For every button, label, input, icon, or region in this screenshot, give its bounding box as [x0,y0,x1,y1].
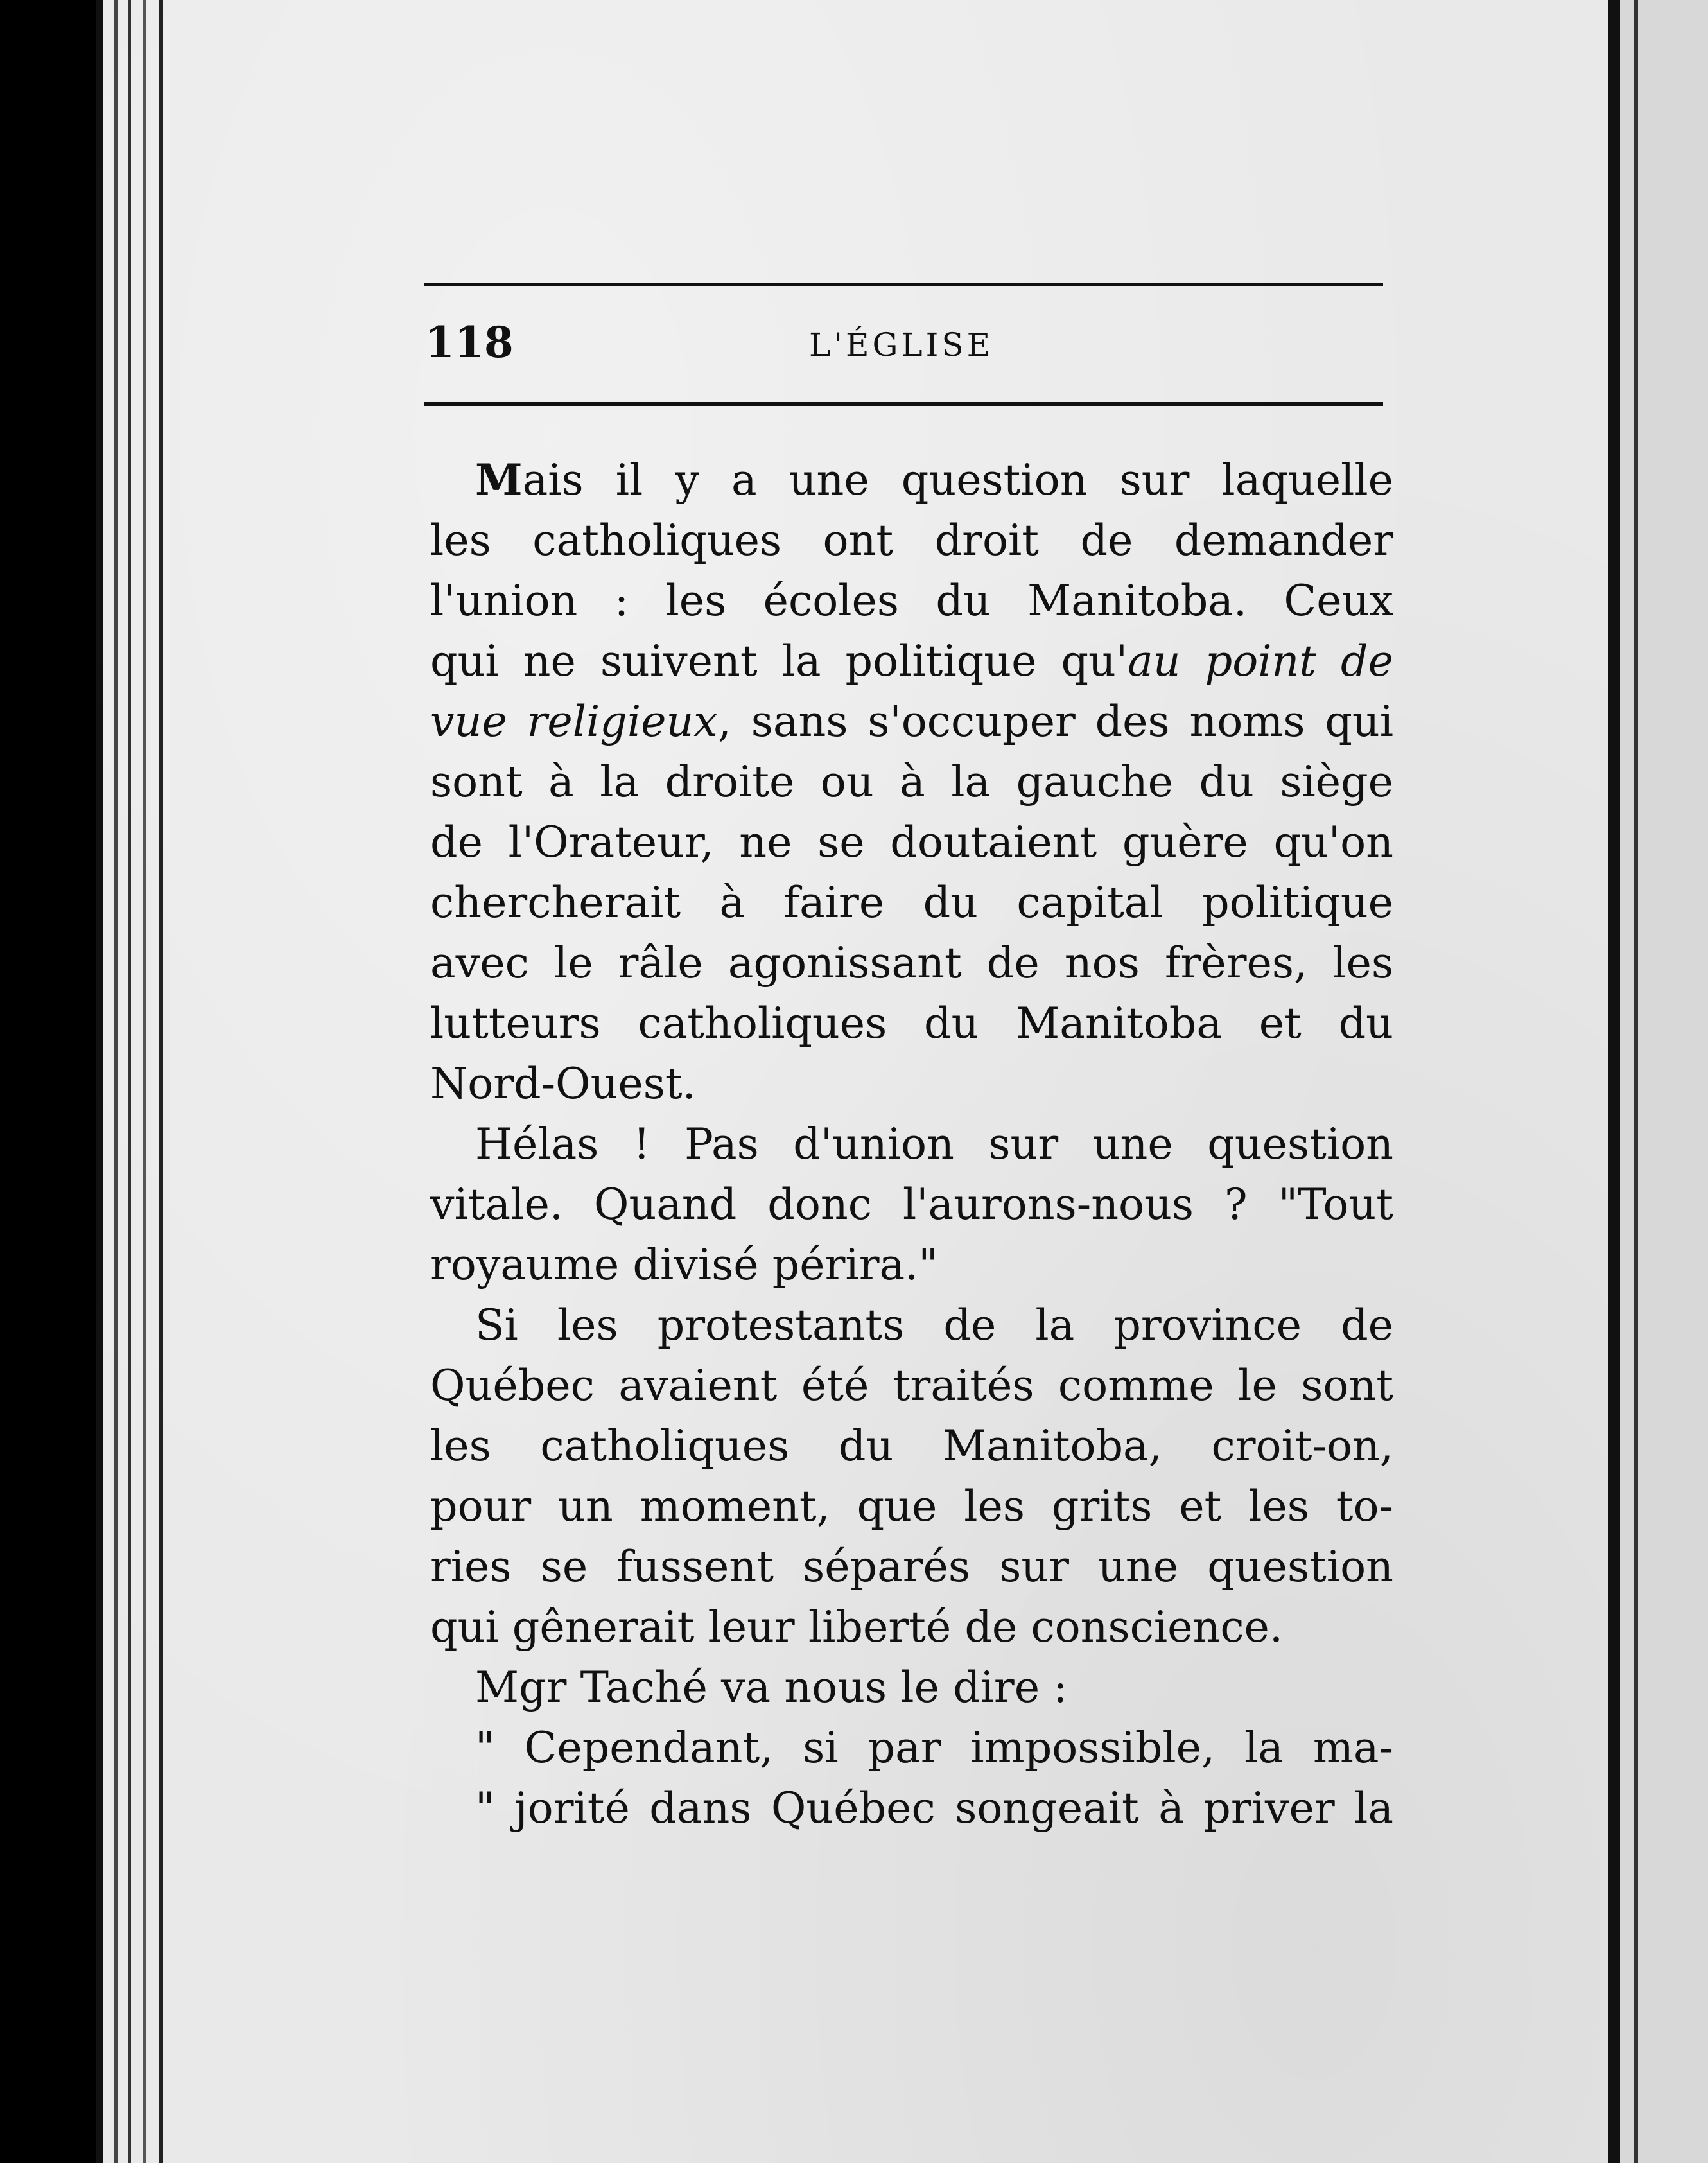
text-line: qui gênerait leur liberté de conscience. [430,1602,1284,1652]
text-line: Hélas ! Pas d'union sur une question [475,1119,1393,1169]
text-line: royaume divisé périra." [430,1239,938,1290]
page-edge [114,0,118,2163]
running-head: L'ÉGLISE [809,326,994,363]
text-line: Si les protestants de la province de [475,1300,1393,1350]
text-line [430,450,1393,510]
next-page-edge [1634,0,1638,2163]
header-rule-bottom [424,402,1383,406]
text-line: de l'Orateur, ne se doutaient guère qu'on [430,817,1393,867]
page-number: 118 [425,317,514,367]
italic-phrase: au point de [1128,636,1393,686]
text-line: les catholiques du Manitoba, croit-on, [430,1421,1393,1471]
text-line: vitale. Quand donc l'aurons-nous ? "Tout [430,1179,1393,1229]
text-line: pour un moment, que les grits et les to- [430,1481,1393,1531]
text-line: Québec avaient été traités comme le sont [430,1360,1393,1410]
text-line-content: qui ne suivent la politique qu' [430,636,1128,686]
gutter [1608,0,1620,2163]
header-rule-top [424,283,1383,286]
text-line: l'union : les écoles du Manitoba. Ceux [430,575,1393,626]
page-edge [143,0,146,2163]
text-line-content: , sans s'occuper des noms qui [717,696,1393,746]
page-edge [128,0,131,2163]
text-line: " Cependant, si par impossible, la ma- [475,1722,1393,1773]
text-line: lutteurs catholiques du Manitoba et du [430,998,1393,1048]
text-line [430,691,1393,751]
next-page-margin [1620,0,1708,2163]
page-edge [96,0,103,2163]
text-line: Nord-Ouest. [430,1058,696,1108]
page-edge [159,0,163,2163]
text-line: chercherait à faire du capital politique [430,877,1393,927]
text-line: ries se fussent séparés sur une question [430,1541,1393,1591]
text-line: avec le râle agonissant de nos frères, les [430,938,1393,988]
text-line: sont à la droite ou à la gauche du siège [430,757,1393,807]
text-line [430,631,1393,691]
text-line: " jorité dans Québec songeait à priver la [475,1783,1393,1833]
text-line-content: ais il y a une question sur laquelle [522,455,1393,505]
text-line: les catholiques ont droit de demander [430,515,1393,565]
body-text [430,450,1393,1838]
italic-phrase: vue religieux [430,696,718,746]
text-line: Mgr Taché va nous le dire : [475,1662,1068,1712]
drop-initial: M [475,455,523,505]
